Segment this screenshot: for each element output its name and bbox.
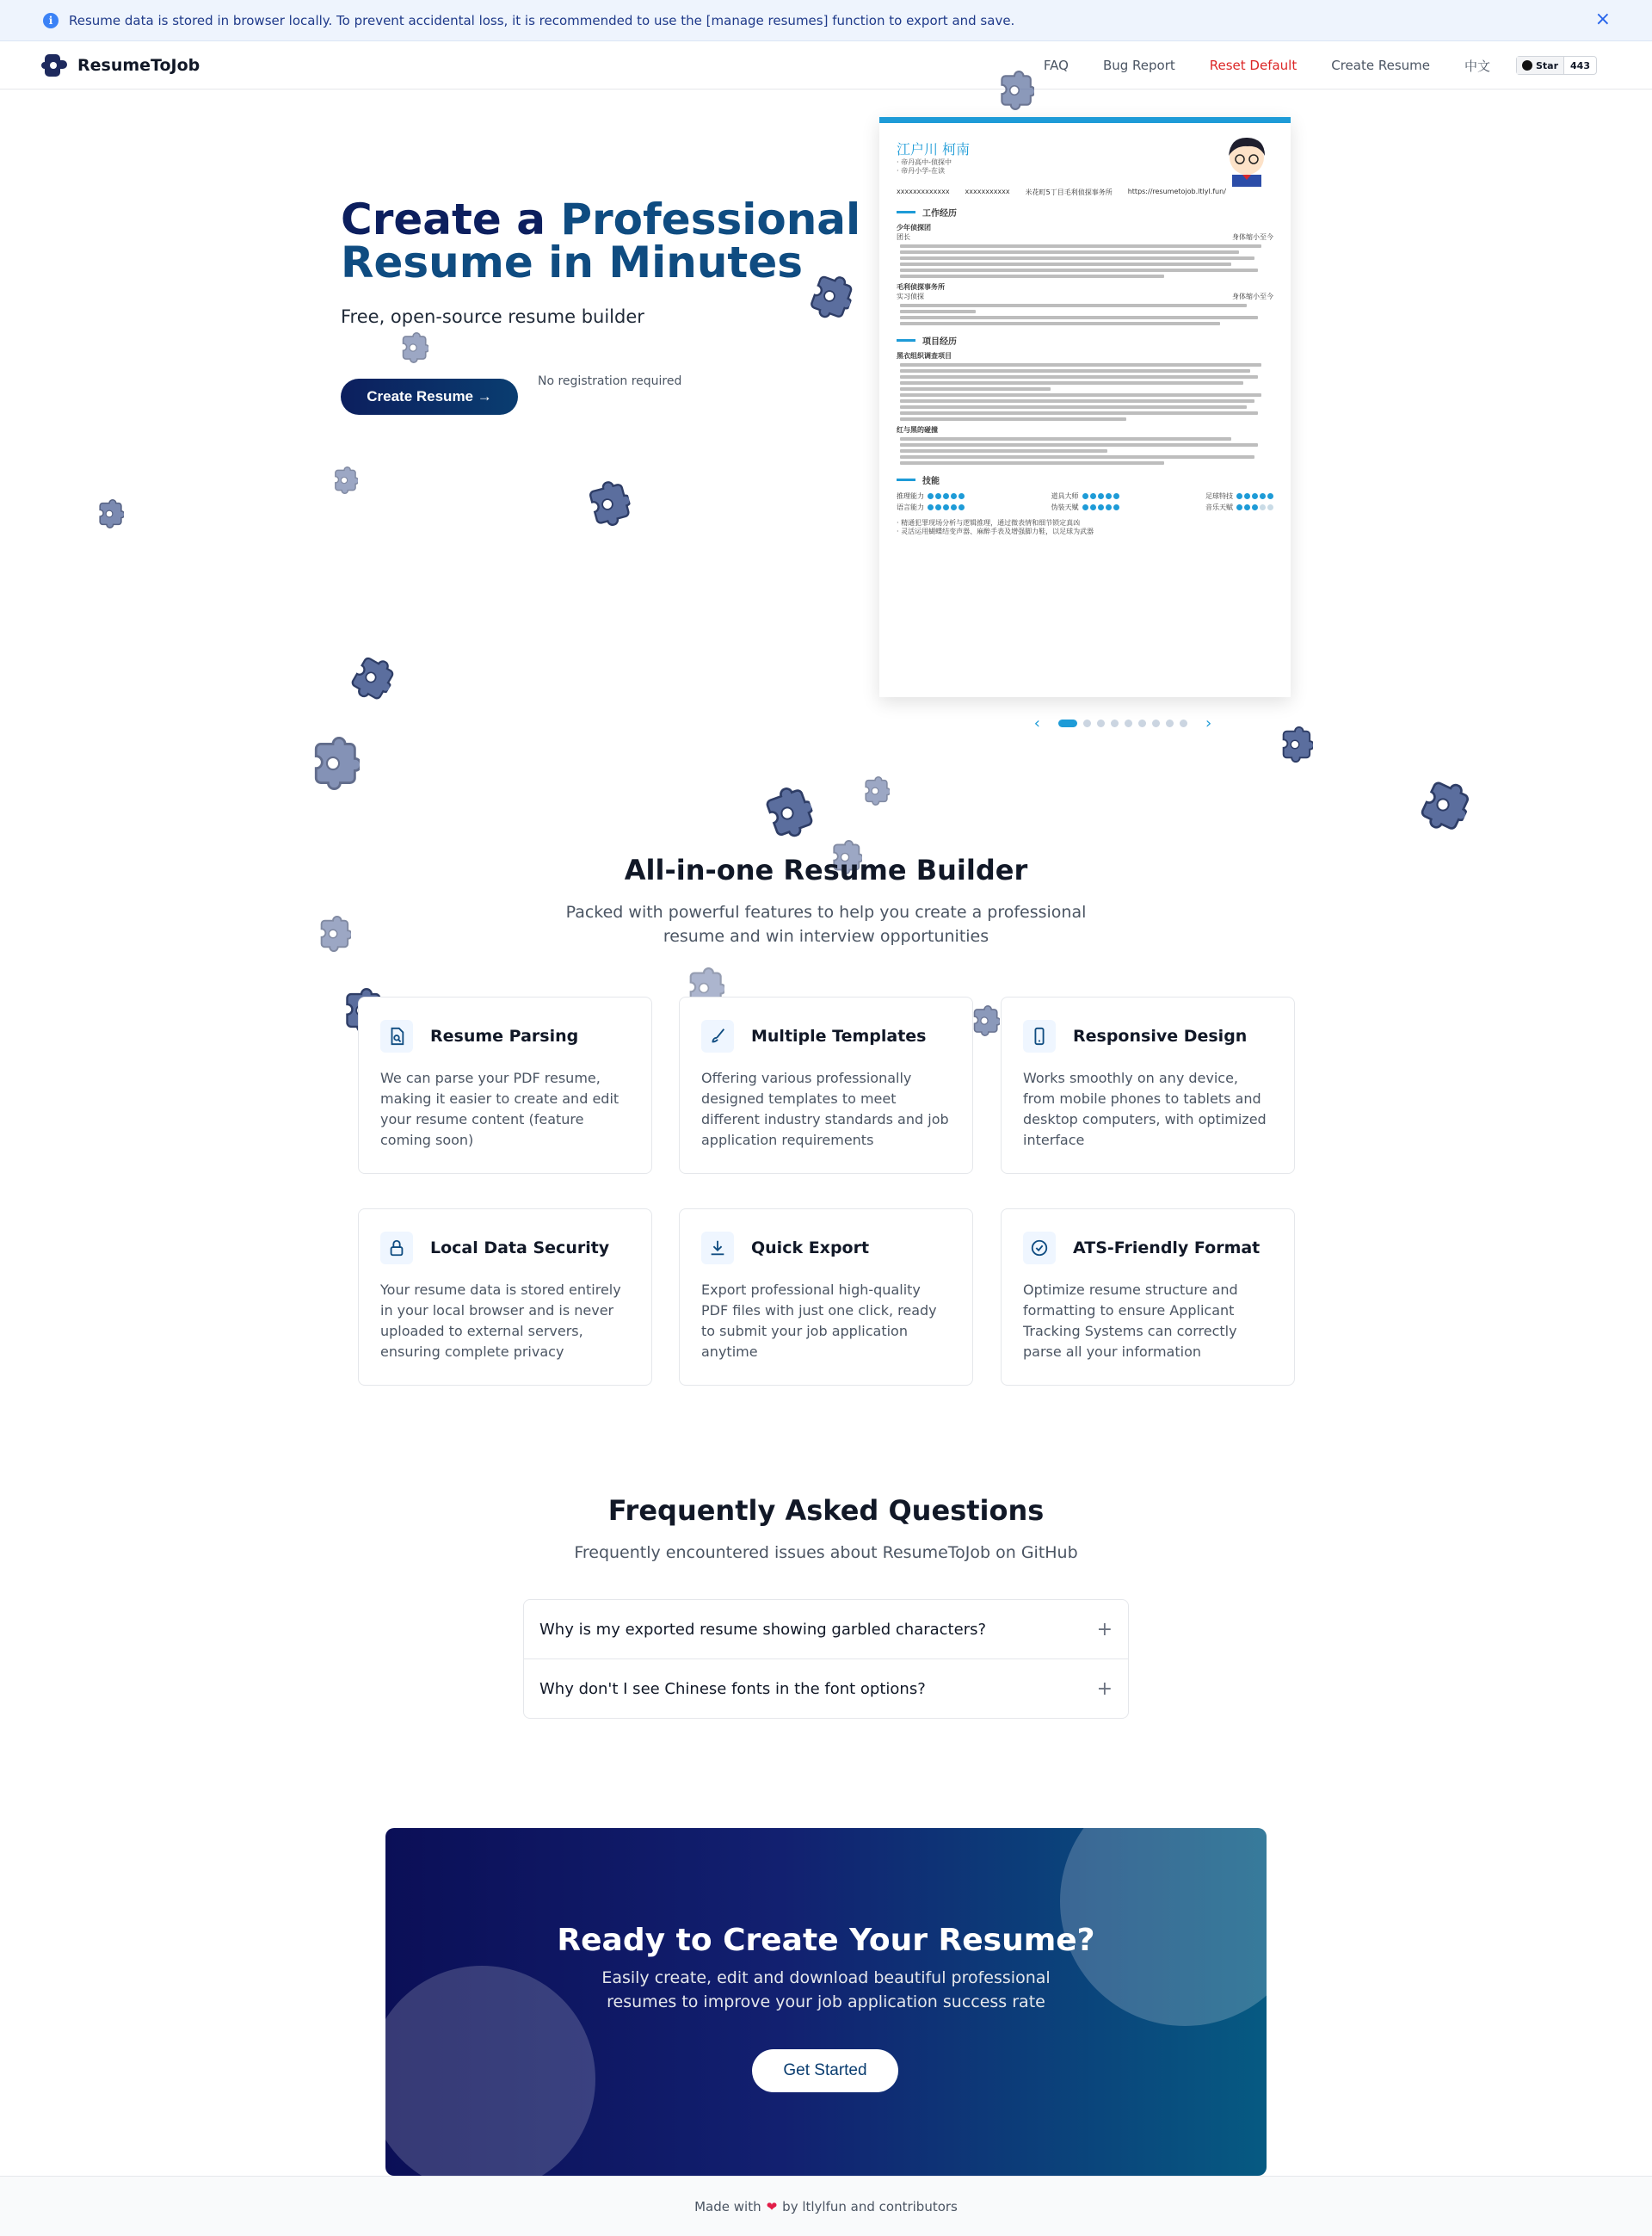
resume-phone: xxxxxxxxxxx	[965, 188, 1010, 195]
features-title: All-in-one Resume Builder	[624, 854, 1028, 886]
resume-skill-1: 道具大师	[1051, 491, 1119, 501]
search-file-icon	[380, 1020, 413, 1053]
faq-title: Frequently Asked Questions	[607, 1494, 1045, 1527]
skill-level-dot	[943, 504, 949, 510]
resume-skill-note-1: · 精通犯罪现场分析与逻辑推理，通过微表情和细节锁定真凶	[897, 519, 1081, 527]
brand-name[interactable]: ResumeToJob	[77, 55, 200, 75]
skill-level-dot	[959, 493, 965, 499]
nav-language-link[interactable]: 中文	[1464, 58, 1490, 74]
footer	[0, 2176, 1652, 2236]
lock-icon	[380, 1232, 413, 1264]
puzzle-piece-icon	[995, 71, 1034, 110]
features-description: Packed with powerful features to help you create a professional resume and win interview opportunities	[565, 903, 1087, 946]
carousel-dot[interactable]	[1111, 720, 1119, 727]
carousel-dot[interactable]	[1058, 720, 1077, 727]
resume-skill-note-2: · 灵活运用蝴蝶结变声器、麻醉手表及增强脚力鞋，以足球为武器	[897, 528, 1094, 535]
resume-address: 米花町5丁目毛利侦探事务所	[1025, 188, 1113, 196]
faq-item-garbled-characters[interactable]: Why is my exported resume showing garbled characters? +	[523, 1599, 1129, 1659]
resume-work-org-1: 少年侦探团	[897, 224, 931, 232]
puzzle-piece-icon	[95, 499, 124, 528]
no-registration-note: No registration required	[538, 374, 682, 388]
resume-name: 江户川 柯南	[897, 141, 971, 158]
resume-work-row-1: 团长 身体缩小至今	[897, 233, 1273, 241]
skill-level-dot	[1252, 504, 1258, 510]
resume-project-1: 黑衣组织调查项目	[897, 352, 952, 360]
info-icon: i	[43, 13, 59, 28]
carousel-dot[interactable]	[1138, 720, 1146, 727]
skill-level-dot	[943, 493, 949, 499]
resume-skills-heading: 技能	[897, 473, 1273, 486]
skill-level-dot	[1236, 504, 1242, 510]
skill-level-dot	[928, 504, 934, 510]
puzzle-piece-icon	[969, 1005, 1000, 1036]
skill-level-dot	[1106, 504, 1112, 510]
logo-icon[interactable]	[41, 51, 71, 80]
resume-contacts	[897, 188, 1273, 197]
download-icon	[701, 1232, 734, 1264]
puzzle-piece-icon	[860, 776, 890, 806]
skill-level-dot	[1113, 504, 1119, 510]
carousel-dots	[1058, 720, 1187, 727]
puzzle-piece-icon	[342, 648, 400, 707]
skill-level-dot	[1252, 493, 1258, 499]
feature-card-local-data-security: Local Data Security Your resume data is stored entirely in your local browser and is never uploaded to external servers, ensuring complete privacy	[358, 1208, 652, 1386]
resume-project-heading: 项目经历	[897, 334, 1273, 347]
resume-skill-2: 足球特技	[1205, 491, 1273, 501]
skill-level-dot	[1267, 493, 1273, 499]
github-star-count: 443	[1570, 59, 1590, 71]
skill-level-dot	[1236, 493, 1242, 499]
skill-level-dot	[1267, 504, 1273, 510]
feature-card-multiple-templates: Multiple Templates Offering various professionally designed templates to meet different industry standards and job application requirements	[679, 997, 973, 1174]
skill-level-dot	[1260, 504, 1266, 510]
resume-preview[interactable]	[879, 117, 1291, 697]
skill-level-dot	[1260, 493, 1266, 499]
resume-skill-4: 伪装天赋	[1051, 503, 1119, 512]
carousel-dot[interactable]	[1083, 720, 1091, 727]
github-icon	[1522, 60, 1532, 71]
plus-icon[interactable]: +	[1096, 1677, 1113, 1700]
resume-work-heading: 工作经历	[897, 206, 1273, 219]
resume-work-org-2: 毛利侦探事务所	[897, 283, 945, 291]
carousel-dot[interactable]	[1152, 720, 1160, 727]
resume-meta-1: · 帝丹高中-侦探中	[897, 158, 952, 166]
puzzle-piece-icon	[1409, 771, 1476, 837]
nav-reset-default-link[interactable]: Reset Default	[1209, 58, 1298, 73]
resume-work-row-2: 实习侦探 身体缩小至今	[897, 293, 1273, 300]
puzzle-piece-icon	[315, 911, 351, 957]
cta-description: Easily create, edit and download beautiful professional resumes to improve your job application success rate	[601, 1968, 1051, 2011]
plus-icon[interactable]: +	[1096, 1618, 1113, 1640]
carousel-next-icon[interactable]: ›	[1205, 713, 1212, 732]
hero-subtitle: Free, open-source resume builder	[341, 306, 644, 327]
skill-level-dot	[1244, 493, 1250, 499]
faq-item-chinese-fonts[interactable]: Why don't I see Chinese fonts in the font options? +	[523, 1658, 1129, 1719]
feature-card-resume-parsing: Resume Parsing We can parse your PDF resume, making it easier to create and edit your resume content (feature coming soon)	[358, 997, 652, 1174]
heart-icon: ❤	[766, 2198, 778, 2214]
carousel-dot[interactable]	[1166, 720, 1174, 727]
check-badge-icon	[1023, 1232, 1056, 1264]
nav-create-resume-link[interactable]: Create Resume	[1331, 58, 1430, 73]
cta-section	[385, 1828, 1267, 2176]
faq-description: Frequently encountered issues about ResumeToJob on GitHub	[574, 1543, 1078, 1562]
notice-banner	[0, 0, 1652, 41]
footer-suffix[interactable]: by ltlylfun and contributors	[782, 2198, 958, 2214]
hero-title-part2: Resume in Minutes	[341, 238, 803, 287]
cta-title: Ready to Create Your Resume?	[557, 1923, 1095, 1958]
skill-level-dot	[928, 493, 934, 499]
skill-level-dot	[1106, 493, 1112, 499]
resume-meta-2: · 帝丹小学-在读	[897, 167, 945, 175]
github-star-label: Star	[1536, 59, 1559, 71]
nav-faq-link[interactable]: FAQ	[1043, 58, 1069, 73]
nav-bug-report-link[interactable]: Bug Report	[1102, 58, 1175, 73]
footer-prefix: Made with	[694, 2198, 761, 2214]
hero-title	[341, 195, 891, 287]
feature-card-responsive-design: Responsive Design Works smoothly on any device, from mobile phones to tablets and desktop computers, with optimized interface	[1001, 997, 1295, 1174]
skill-level-dot	[951, 493, 957, 499]
puzzle-piece-icon	[580, 477, 635, 532]
puzzle-piece-icon	[755, 781, 819, 845]
resume-skills-grid	[897, 491, 1273, 514]
carousel-dot[interactable]	[1097, 720, 1105, 727]
hero-title-part1: Create a	[341, 195, 561, 244]
carousel-dot[interactable]	[1125, 720, 1132, 727]
skill-level-dot	[935, 504, 941, 510]
skill-level-dot	[1082, 493, 1088, 499]
resume-photo	[1222, 133, 1272, 187]
skill-level-dot	[1244, 504, 1250, 510]
skill-level-dot	[1082, 504, 1088, 510]
brush-icon	[701, 1020, 734, 1053]
resume-skill-3: 语言能力	[897, 503, 965, 512]
feature-card-ats-friendly: ATS-Friendly Format Optimize resume structure and formatting to ensure Applicant Tracking Systems can correctly parse all your information	[1001, 1208, 1295, 1386]
skill-level-dot	[1098, 504, 1104, 510]
skill-level-dot	[959, 504, 965, 510]
notice-message: Resume data is stored in browser locally. To prevent accidental loss, it is recommended to use the [manage resumes] function to export and save.	[69, 12, 1015, 28]
resume-skill-0: 推理能力	[897, 491, 965, 501]
github-star-button[interactable]	[1516, 56, 1597, 75]
mobile-icon	[1023, 1020, 1056, 1053]
skill-level-dot	[1090, 493, 1096, 499]
puzzle-piece-icon	[398, 332, 428, 363]
puzzle-piece-icon	[1277, 726, 1313, 763]
nav-links	[1009, 41, 1597, 90]
carousel-prev-icon[interactable]: ‹	[1033, 713, 1040, 732]
resume-website: https://resumetojob.ltlyl.fun/	[1127, 188, 1226, 195]
skill-level-dot	[935, 493, 941, 499]
resume-email: xxxxxxxxxxxxx	[897, 188, 950, 195]
close-icon[interactable]: ×	[1594, 9, 1611, 30]
resume-skill-5: 音乐天赋	[1205, 503, 1273, 512]
decorative-circle	[385, 1966, 595, 2176]
puzzle-piece-icon	[330, 466, 358, 494]
skill-level-dot	[951, 504, 957, 510]
carousel-dot[interactable]	[1180, 720, 1187, 727]
puzzle-piece-icon	[306, 737, 360, 790]
resume-project-2: 红与黑的碰撞	[897, 426, 938, 434]
template-carousel	[1024, 713, 1222, 733]
hero-title-accent: Professional	[560, 195, 861, 244]
feature-card-quick-export: Quick Export Export professional high-quality PDF files with just one click, ready to submit your job application anytime	[679, 1208, 973, 1386]
skill-level-dot	[1090, 504, 1096, 510]
skill-level-dot	[1098, 493, 1104, 499]
skill-level-dot	[1113, 493, 1119, 499]
get-started-button[interactable]: Get Started	[752, 2049, 898, 2092]
create-resume-button[interactable]: Create Resume →	[341, 379, 518, 415]
top-nav	[0, 41, 1652, 90]
